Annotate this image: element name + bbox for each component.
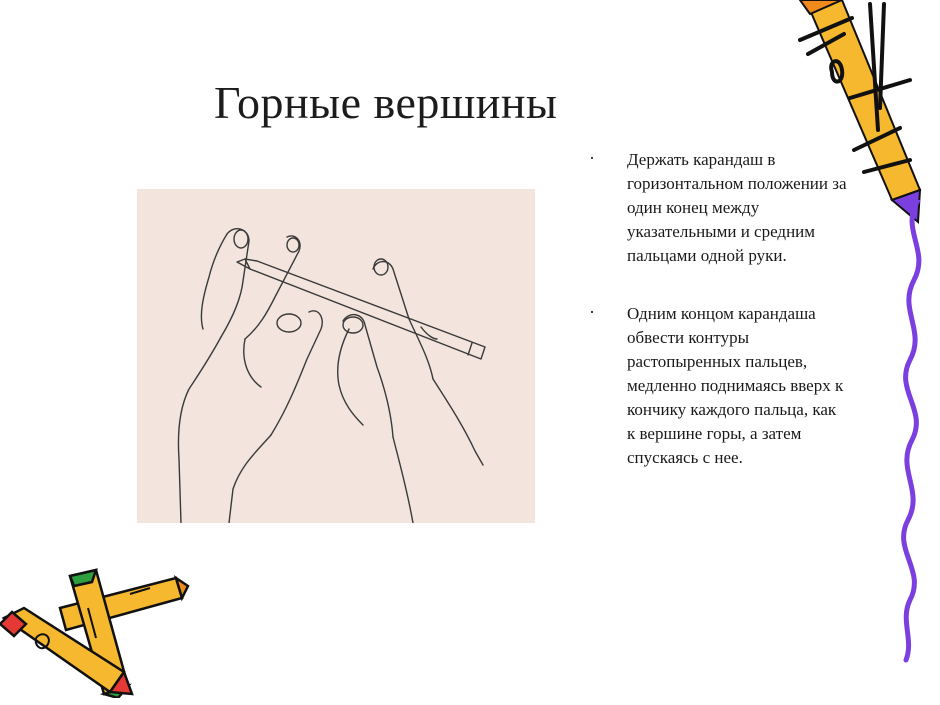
wavy-line-icon: [880, 200, 940, 670]
bullet-marker: ·: [589, 148, 595, 168]
bullet-marker: ·: [589, 302, 595, 322]
bullet-item: [587, 302, 847, 470]
crayons-clipart-icon: [0, 568, 190, 698]
bullet-text: Держать карандаш в горизонтальном положении за один конец между указательными и средним пальцами одной руки.: [627, 150, 847, 265]
hands-pencil-illustration: [137, 189, 535, 523]
bullet-text: Одним концом карандаша обвести контуры растопыренных пальцев, медленно поднимаясь вверх к кончику каждого пальца, как к вершине горы, а затем спускаясь с нее.: [627, 304, 844, 467]
slide-title: Горные вершины: [214, 77, 558, 128]
hands-drawing: [137, 189, 535, 523]
pencil-clipart-icon: [780, 0, 940, 230]
